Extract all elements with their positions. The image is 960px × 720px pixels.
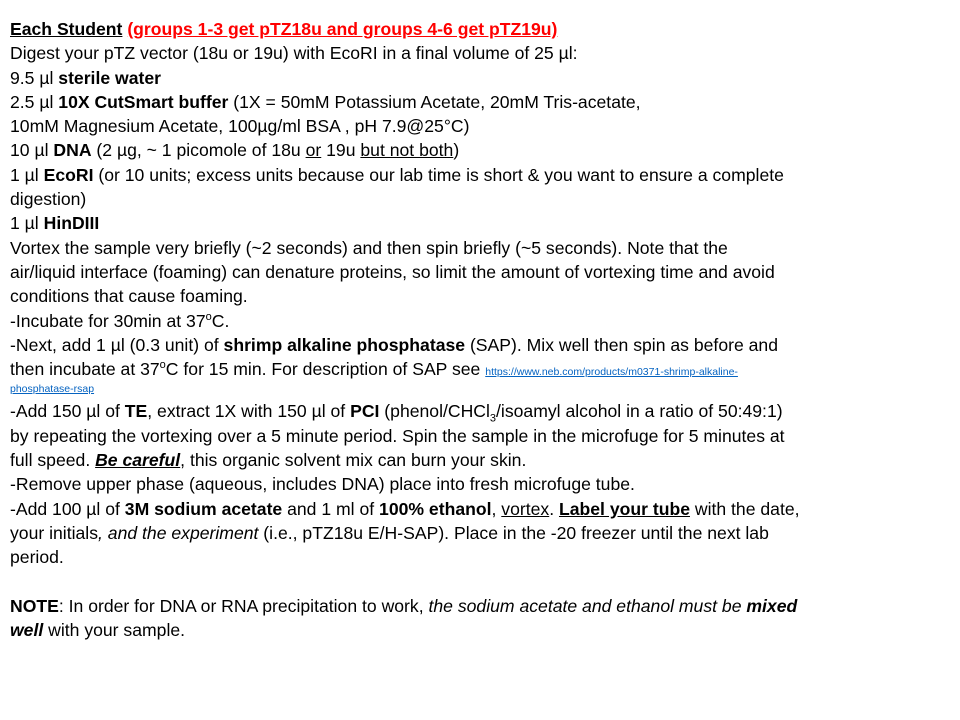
header-title: Each Student (10, 19, 123, 39)
ethanol: 100% ethanol (379, 498, 492, 519)
pci-text-e: full speed. (10, 450, 96, 471)
vortex-line-2: air/liquid interface (foaming) can denature proteins, so limit the amount of vortexing time and avoid (10, 261, 775, 282)
incubate-line (10, 309, 950, 333)
note-line-2 (10, 618, 950, 642)
experiment-text: , and the experiment (98, 522, 259, 543)
dna-detail-b: 19u (321, 140, 361, 161)
reagent-ecori (10, 163, 950, 187)
note-line-1 (10, 594, 950, 618)
remove-line: -Remove upper phase (aqueous, includes DNA) place into fresh microfuge tube. (10, 474, 635, 495)
sodium-line-2 (10, 521, 950, 545)
sap-text-c: then incubate at 37 (10, 359, 160, 380)
buffer-name: 10X CutSmart buffer (58, 91, 229, 112)
reagent-buffer (10, 90, 950, 114)
pci-line-2: by repeating the vortexing over a 5 minute period. Spin the sample in the microfuge for 5 minutes at (10, 425, 785, 446)
hind-amount: 1 µl (10, 213, 44, 234)
dna-but-not-both: but not both (360, 140, 454, 161)
reagent-hind (10, 211, 950, 235)
degree-mark: o (159, 359, 166, 372)
sodium-line-3: period. (10, 547, 64, 568)
note-text-end: with your sample. (43, 620, 186, 641)
pci-line-1 (10, 399, 950, 423)
sodium-text-c: , (491, 498, 502, 519)
initials-text: your initials (10, 522, 99, 543)
water-amount: 9.5 µl (10, 67, 59, 88)
sap-name: shrimp alkaline phosphatase (223, 334, 466, 355)
ecori-detail: (or 10 units; excess units because our lab time is short & you want to ensure a complete (93, 164, 784, 185)
reagent-ecori-cont: digestion) (10, 189, 87, 210)
pci-text-b: , extract 1X with 150 µl of (147, 401, 351, 422)
ecori-amount: 1 µl (10, 164, 44, 185)
dna-close: ) (453, 140, 460, 161)
header-line (10, 17, 950, 41)
buffer-detail: (1X = 50mM Potassium Acetate, 20mM Tris-acetate, (228, 91, 641, 112)
buffer-amount: 2.5 µl (10, 91, 59, 112)
note-italic: the sodium acetate and ethanol must be (428, 595, 747, 616)
dna-detail: (2 µg, ~ 1 picomole of 18u (91, 140, 306, 161)
incubate-unit: C. (211, 310, 230, 331)
be-careful: Be careful (95, 450, 181, 471)
reagent-buffer-cont: 10mM Magnesium Acetate, 100µg/ml BSA , pH 7.9@25°C) (10, 116, 470, 137)
pci-name: PCI (350, 401, 380, 422)
dna-amount: 10 µl (10, 140, 54, 161)
sodium-text-f: (i.e., pTZ18u E/H-SAP). Place in the -20 freezer until the next lab (258, 522, 769, 543)
water-name: sterile water (58, 67, 161, 88)
note-label: NOTE (10, 595, 59, 616)
sodium-text-d: . (549, 498, 559, 519)
group-note: (groups 1-3 get pTZ18u and groups 4-6 get pTZ19u) (127, 19, 558, 39)
sap-text-d: C for 15 min. For description of SAP see (165, 359, 486, 380)
reagent-water (10, 66, 950, 90)
intro-line: Digest your pTZ vector (18u or 19u) with EcoRI in a final volume of 25 µl: (10, 43, 578, 64)
reagent-dna (10, 138, 950, 162)
incubate-text: -Incubate for 30min at 37 (10, 310, 206, 331)
hind-name: HinDIII (43, 213, 100, 234)
vortex-line-3: conditions that cause foaming. (10, 286, 248, 307)
note-well: well (10, 620, 44, 641)
sap-text-b: (SAP). Mix well then spin as before and (465, 334, 778, 355)
sodium-text-e: with the date, (689, 498, 800, 519)
chcl3-subscript: 3 (489, 412, 497, 425)
ecori-name: EcoRI (43, 164, 94, 185)
sap-link-cont[interactable]: phosphatase-rsap (10, 383, 95, 396)
pci-text-c: (phenol/CHCl (379, 401, 490, 422)
pci-text-f: , this organic solvent mix can burn your skin. (180, 450, 527, 471)
sodium-text-b: and 1 ml of (282, 498, 380, 519)
label-your-tube: Label your tube (558, 498, 690, 519)
sap-line-1 (10, 333, 950, 357)
pci-text: -Add 150 µl of (10, 401, 125, 422)
pci-line-3 (10, 448, 950, 472)
dna-name: DNA (53, 140, 92, 161)
protocol-text (10, 17, 950, 642)
sap-text: -Next, add 1 µl (0.3 unit) of (10, 334, 224, 355)
te-name: TE (124, 401, 148, 422)
blank-line (10, 570, 950, 594)
sodium-acetate: 3M sodium acetate (124, 498, 283, 519)
pci-text-d: /isoamyl alcohol in a ratio of 50:49:1) (496, 401, 783, 422)
vortex-line-1: Vortex the sample very briefly (~2 seconds) and then spin briefly (~5 seconds). Note that the (10, 237, 728, 258)
degree-mark: o (205, 310, 212, 323)
dna-or: or (305, 140, 322, 161)
note-text: : In order for DNA or RNA precipitation to work, (58, 595, 429, 616)
sodium-text: -Add 100 µl of (10, 498, 125, 519)
note-mixed: mixed (746, 595, 798, 616)
vortex-word: vortex (501, 498, 550, 519)
sodium-line-1 (10, 497, 950, 521)
sap-link[interactable]: https://www.neb.com/products/m0371-shrimp-alkaline- (485, 366, 738, 379)
